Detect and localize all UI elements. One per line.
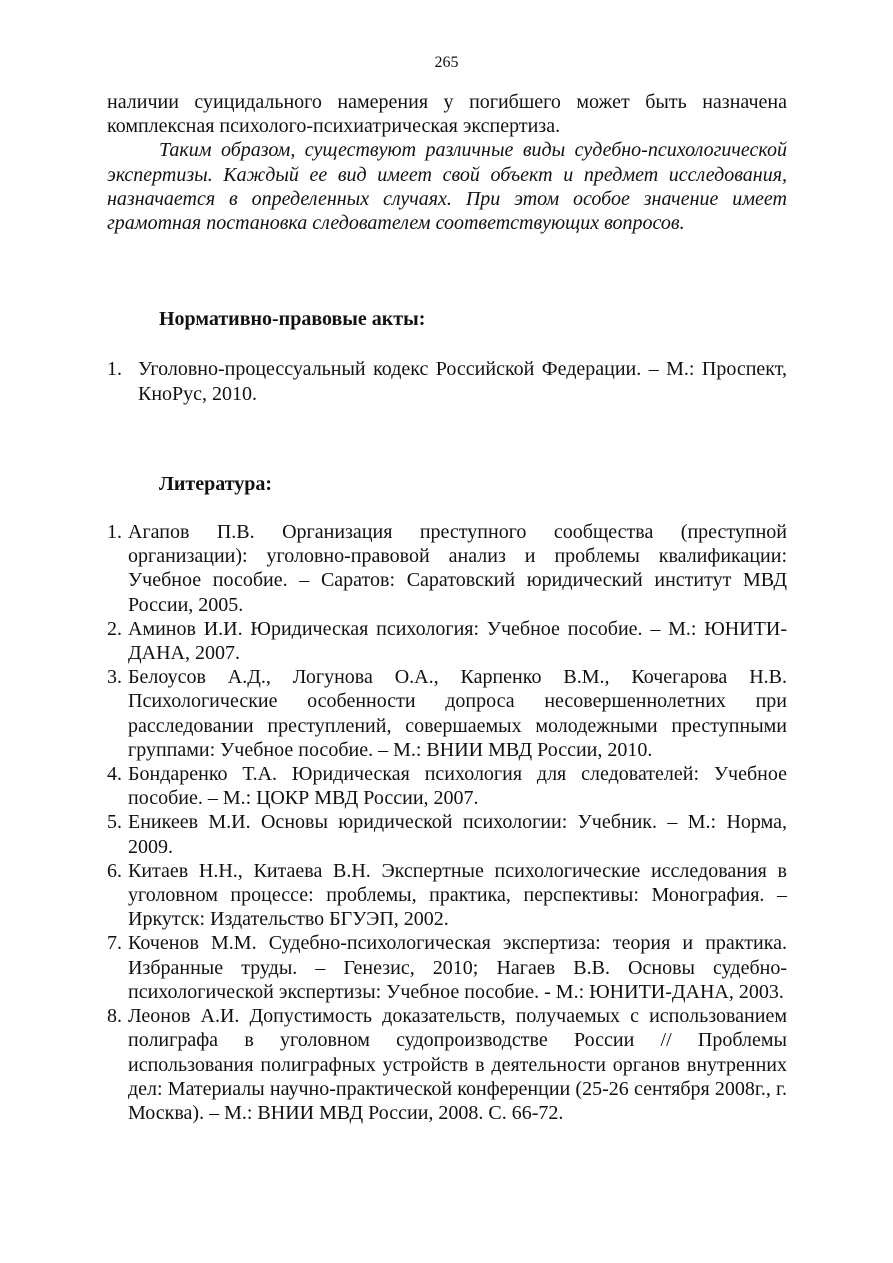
conclusion-paragraph: Таким образом, существуют различные виды судебно-психологической экспертизы. Каждый ее вид имеет свой объект и предмет исследования, назначается в определенных случаях. При этом особое значение имеет грамотная постановка следователем соответствующих вопросов. (107, 139, 787, 235)
literature-number: 3. (107, 666, 122, 689)
literature-text: Коченов М.М. Судебно-психологическая экспертиза: теория и практика. Избранные труды. – Генезис, 2010; Нагаев В.В. Основы судебно-психологической экспертизы: Учебное пособие. - М.: ЮНИТИ-ДАНА, 2003. (128, 932, 787, 1003)
literature-item (107, 1004, 787, 1125)
literature-number: 2. (107, 617, 122, 640)
literature-item (107, 617, 787, 665)
literature-text: Агапов П.В. Организация преступного сообщества (преступной организации): уголовно-правовой анализ и проблемы квалификации: Учебное пособие. – Саратов: Саратовский юридический институт МВД России, 2005. (128, 521, 787, 616)
literature-number: 4. (107, 763, 122, 786)
literature-item (107, 520, 787, 617)
literature-text: Еникеев М.И. Основы юридической психологии: Учебник. – М.: Норма, 2009. (128, 811, 787, 858)
literature-list (107, 520, 787, 1125)
literature-text: Бондаренко Т.А. Юридическая психология для следователей: Учебное пособие. – М.: ЦОКР МВД России, 2007. (128, 763, 787, 810)
legal-acts-heading: Нормативно-правовые акты: (159, 308, 426, 331)
literature-number: 5. (107, 811, 122, 834)
literature-heading: Литература: (159, 472, 273, 495)
legal-act-item (107, 357, 787, 405)
intro-paragraph: наличии суицидального намерения у погибшего может быть назначена комплексная психолого-психиатрическая экспертиза. (107, 91, 787, 138)
literature-item (107, 810, 787, 858)
literature-text: Белоусов А.Д., Логунова О.А., Карпенко В.М., Кочегарова Н.В. Психологические особенности допроса несовершеннолетних при расследовании преступлений, совершаемых молодежными преступными группами: Учебное пособие. – М.: ВНИИ МВД России, 2010. (128, 666, 787, 761)
literature-item (107, 762, 787, 810)
literature-number: 8. (107, 1005, 122, 1028)
literature-number: 1. (107, 521, 122, 544)
legal-acts-list (107, 357, 787, 405)
literature-item (107, 665, 787, 762)
page-content (107, 90, 787, 1125)
literature-text: Леонов А.И. Допустимость доказательств, получаемых с использованием полиграфа в уголовном судопроизводстве России // Проблемы использования полиграфных устройств в деятельности органов внутренних дел: Материалы научно-практической конференции (25-26 сентября 2008г., г. Москва). – М.: ВНИИ МВД России, 2008. С. 66-72. (128, 1005, 787, 1124)
legal-act-number: 1. (107, 358, 122, 381)
page-number: 265 (434, 54, 459, 71)
literature-item (107, 859, 787, 932)
legal-act-text: Уголовно-процессуальный кодекс Российской Федерации. – М.: Проспект, КноРус, 2010. (138, 358, 787, 405)
literature-text: Аминов И.И. Юридическая психология: Учебное пособие. – М.: ЮНИТИ-ДАНА, 2007. (128, 617, 787, 665)
literature-item (107, 931, 787, 1004)
literature-number: 7. (107, 932, 122, 955)
literature-text: Китаев Н.Н., Китаева В.Н. Экспертные психологические исследования в уголовном процессе: проблемы, практика, перспективы: Монография. – Иркутск: Издательство БГУЭП, 2002. (128, 859, 787, 931)
literature-number: 6. (107, 859, 122, 882)
